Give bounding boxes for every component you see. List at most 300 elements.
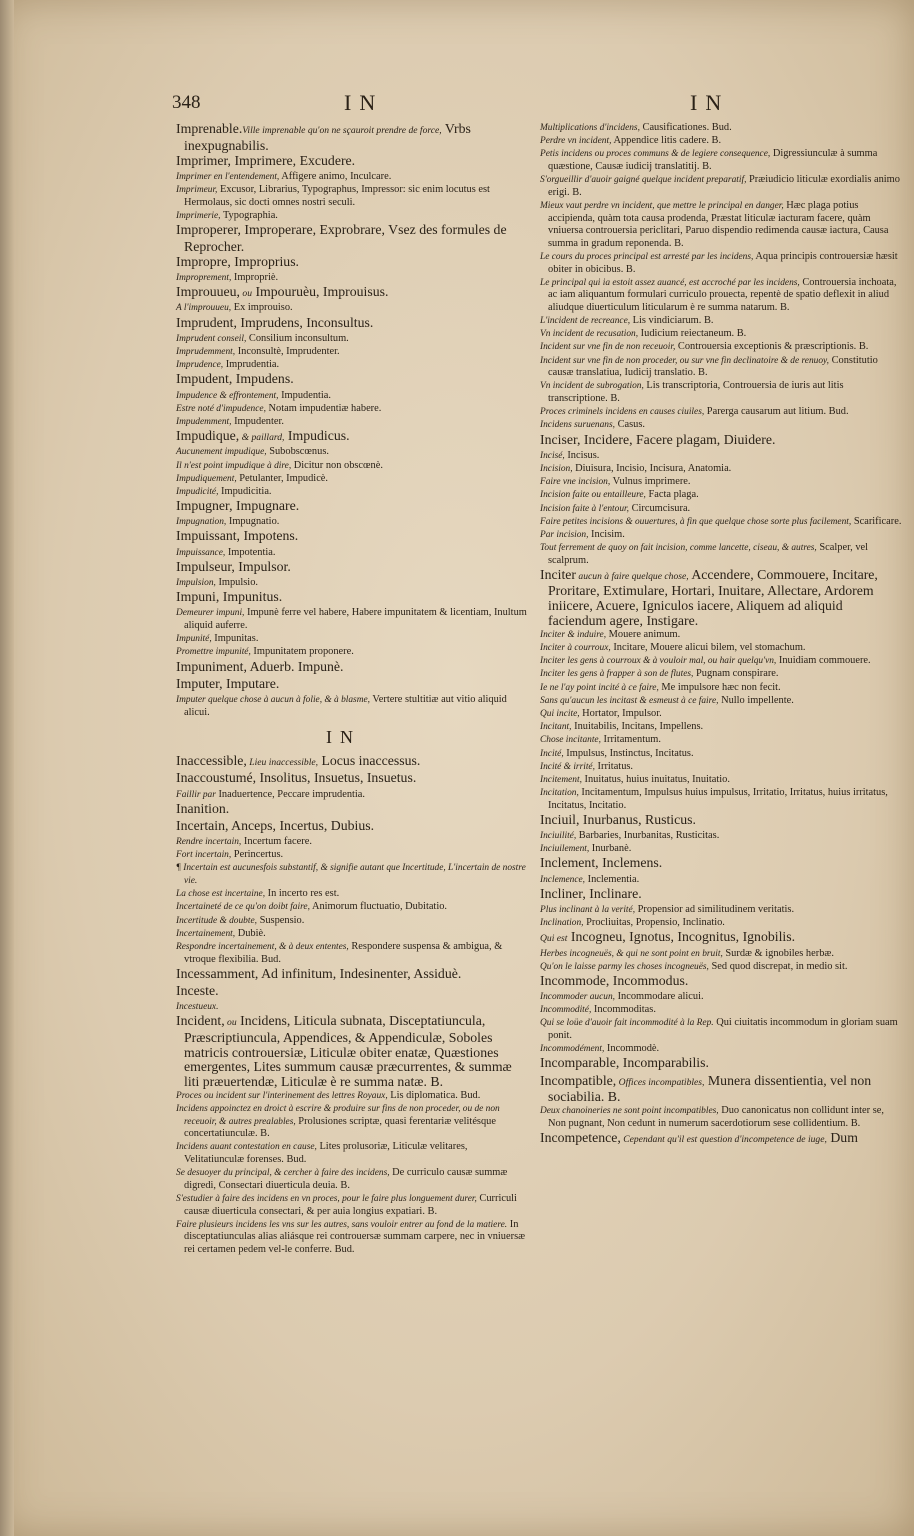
entry-french-gloss: Par incision,	[540, 529, 589, 540]
dictionary-entry	[176, 771, 528, 788]
entry-french-gloss: A l'improuueu,	[176, 303, 232, 314]
entry-french-gloss: Il n'est point impudique à dire,	[176, 460, 292, 471]
entry-latin-gloss: Surdæ & ignobiles herbæ.	[722, 947, 834, 959]
dictionary-entry	[176, 372, 528, 389]
entry-french-gloss: Mieux vaut perdre vn incident, que mettre le principal en danger,	[540, 200, 784, 211]
dictionary-entry	[540, 463, 904, 476]
entry-latin-gloss: Diuisura, Incisio, Incisura, Anatomia.	[572, 462, 732, 474]
entry-french-gloss: Respondre incertainement, & à deux ententes,	[176, 941, 349, 952]
dictionary-entry	[540, 174, 904, 199]
entry-french-gloss: Qui incite,	[540, 708, 580, 719]
entry-french-gloss: Herbes incogneuës, & qui ne sont point en bruit,	[540, 948, 723, 959]
entry-latin-gloss: Controuersia exceptionis & præscriptionis. B.	[675, 341, 869, 353]
entry-french-gloss: Cependant qu'il est question d'incompetence de iuge,	[620, 1134, 827, 1146]
dictionary-entry	[176, 862, 528, 887]
dictionary-entry	[176, 560, 528, 577]
dictionary-entry	[540, 1004, 904, 1017]
entry-latin-gloss: Hortator, Impulsor.	[579, 707, 662, 719]
entry-french-gloss: Qui se loüe d'auoir fait incommodité à la Rep.	[540, 1018, 714, 1029]
dictionary-entry	[176, 967, 528, 984]
entry-french-gloss: Incidens auant contestation en cause,	[176, 1142, 317, 1153]
entry-french-gloss: Incestueux.	[176, 1002, 219, 1013]
entry-french-gloss: Estre noté d'impudence,	[176, 403, 266, 414]
dictionary-entry	[176, 888, 528, 901]
dictionary-entry	[540, 629, 904, 642]
entry-latin-gloss: Suspensio.	[256, 914, 305, 926]
entry-latin-gloss: Aduerb. Impunè.	[246, 658, 344, 674]
entry-latin-gloss: Parerga causarum aut litium. Bud.	[704, 406, 849, 418]
dictionary-entry	[540, 277, 904, 315]
entry-latin-gloss: Incomparabilis.	[619, 1055, 709, 1071]
entry-french-gloss: Faillir par	[176, 789, 216, 800]
dictionary-entry	[176, 499, 528, 516]
entry-headword: Incommode,	[540, 972, 610, 988]
left-running-head: IN	[344, 90, 384, 115]
entry-latin-gloss: Facta plaga.	[645, 489, 699, 501]
entry-latin-gloss: Lis transcriptoria, Controuersia de iuris aut litis transcriptione. B.	[548, 380, 844, 404]
entry-headword: Inciter	[540, 566, 577, 582]
dictionary-entry	[176, 486, 528, 499]
dictionary-entry	[176, 346, 528, 359]
entry-french-gloss: Promettre impunité,	[176, 647, 251, 658]
dictionary-entry	[540, 406, 904, 419]
dictionary-entry	[176, 403, 528, 416]
entry-latin-gloss: In incerto res est.	[265, 888, 340, 900]
dictionary-entry	[176, 154, 528, 171]
dictionary-entry	[540, 948, 904, 961]
entry-headword: Incompatible,	[540, 1072, 617, 1088]
entry-french-gloss: Incité,	[540, 748, 564, 759]
entry-latin-gloss: Digressiunculæ à summa quæstione, Causæ iudicij translatitij. B.	[548, 148, 878, 172]
entry-latin-gloss: Vulnus imprimere.	[610, 476, 691, 488]
dictionary-entry	[176, 802, 528, 819]
entry-latin-gloss: Impudicus.	[284, 428, 350, 444]
entry-french-gloss: Incitation,	[540, 788, 579, 799]
entry-latin-gloss: Mouere animum.	[606, 628, 681, 640]
entry-latin-gloss: Respondere suspensa & ambigua, & vtroque flexibilia. Bud.	[184, 940, 503, 965]
entry-headword: Impuni,	[176, 589, 220, 605]
dictionary-entry	[176, 516, 528, 529]
entry-french-gloss: Incisé,	[540, 450, 565, 461]
entry-latin-gloss: Impotens.	[240, 528, 299, 544]
dictionary-entry	[540, 315, 904, 328]
entry-headword: Inaccoustumé,	[176, 770, 257, 786]
entry-headword: Impudique,	[176, 428, 240, 444]
entry-latin-gloss: Impotentia.	[225, 546, 276, 558]
dictionary-entry	[540, 251, 904, 276]
dictionary-entry	[176, 316, 528, 333]
entry-latin-gloss: Casus.	[615, 419, 646, 431]
entry-french-gloss: Impudence & effrontement,	[176, 390, 279, 401]
entry-french-gloss: Incision faite à l'entour,	[540, 503, 629, 514]
entry-latin-gloss: Impudicitia.	[218, 485, 272, 497]
entry-latin-gloss: Incommodus.	[609, 972, 689, 988]
dictionary-entry	[176, 302, 528, 315]
entry-latin-gloss: Perincertus.	[231, 849, 284, 861]
dictionary-entry	[540, 135, 904, 148]
entry-french-gloss: Inciuilité,	[540, 831, 577, 842]
entry-french-gloss: Inciter & induire,	[540, 629, 607, 640]
entry-french-gloss: Incertainement,	[176, 928, 236, 939]
dictionary-entry	[540, 761, 904, 774]
entry-latin-gloss: Impropriè.	[231, 272, 279, 284]
entry-latin-gloss: Iudicium reiectaneum. B.	[638, 328, 747, 340]
dictionary-entry	[176, 255, 528, 272]
entry-french-gloss: Impulsion,	[176, 578, 216, 589]
entry-french-gloss: Qu'on le laisse parmy les choses incogneuës,	[540, 961, 709, 972]
entry-french-gloss: Imprimer en l'entendement,	[176, 171, 280, 182]
dictionary-entry	[540, 974, 904, 991]
dictionary-entry	[540, 904, 904, 917]
entry-french-gloss: Proces criminels incidens en causes ciuiles,	[540, 407, 705, 418]
entry-french-gloss: Incommodité,	[540, 1005, 592, 1016]
entry-headword: Incessamment,	[176, 965, 259, 981]
entry-latin-gloss: Incommodare alicui.	[614, 991, 704, 1003]
entry-french-gloss: Imprudent conseil,	[176, 333, 247, 344]
entry-latin-gloss: Qui ciuitatis incommodum in gloriam suam ponit.	[548, 1017, 898, 1042]
entry-latin-gloss: Notam impudentiæ habere.	[265, 402, 382, 414]
entry-latin-gloss: Ad infinitum, Indesinenter, Assiduè.	[258, 965, 462, 981]
dictionary-entry	[176, 446, 528, 459]
entry-headword: Improuueu,	[176, 284, 240, 300]
entry-french-gloss: Inciter à courroux,	[540, 643, 611, 653]
dictionary-entry	[176, 660, 528, 677]
entry-french-gloss: Plus inclinant à la verité,	[540, 904, 636, 915]
entry-headword: Impugner,	[176, 498, 233, 514]
dictionary-entry	[540, 682, 904, 695]
entry-french-gloss: Petis incidens ou proces communs & de legiere consequence,	[540, 149, 771, 160]
entry-french-gloss: ¶ Incertain est aucunesfois substantif, & signifie autant que Incertitude, L'incertain de nostre vie.	[176, 863, 526, 887]
entry-french-gloss: Incident sur vne fin de non receuoir,	[540, 342, 676, 353]
left-entries-section-2	[176, 754, 528, 1256]
entry-latin-gloss: Consilium inconsultum.	[246, 332, 349, 344]
entry-latin-gloss: Impunitas.	[211, 633, 259, 645]
entry-french-gloss: Incident sur vne fin de non proceder, ou sur vne fin declinatoire & de renuoy,	[540, 355, 829, 366]
dictionary-entry	[540, 355, 904, 380]
entry-french-gloss: Ville imprenable qu'on ne sçauroit prendre de force,	[242, 125, 442, 136]
entry-latin-gloss: Incitamentum, Impulsus huius impulsus, Irritatio, Irritatus, huius irritatus, Incitatus, Incitatio.	[548, 787, 888, 811]
entry-french-gloss: Imprimeur,	[176, 185, 218, 196]
entry-headword: Incertain,	[176, 817, 229, 833]
entry-latin-gloss: Incommodè.	[604, 1043, 660, 1055]
entry-french-gloss: ou	[224, 1017, 237, 1029]
dictionary-entry	[540, 529, 904, 542]
page-number: 348	[172, 92, 201, 113]
entry-headword: Impuniment,	[176, 658, 247, 674]
dictionary-entry	[176, 359, 528, 372]
dictionary-entry	[176, 1193, 528, 1218]
entry-latin-gloss: Impugnatio.	[226, 516, 280, 528]
entry-latin-gloss: Lis vindiciarum. B.	[630, 315, 714, 327]
entry-latin-gloss: Lis diplomatica. Bud.	[387, 1089, 481, 1101]
dictionary-entry	[540, 843, 904, 856]
entry-latin-gloss: Ex improuiso.	[231, 302, 293, 314]
entry-latin-gloss: In disceptatiunculas alias aliásque rei controuersæ summam carpere, nec in vniuersæ rei certamen pedem vel-le conferre. Bud.	[184, 1218, 526, 1255]
dictionary-entry	[176, 577, 528, 590]
dictionary-entry	[540, 774, 904, 787]
dictionary-entry	[176, 223, 528, 254]
entry-french-gloss: Faire vne incision,	[540, 477, 611, 488]
dictionary-entry	[540, 1043, 904, 1056]
entry-french-gloss: Inclination,	[540, 918, 584, 929]
dictionary-entry	[176, 1219, 528, 1257]
dictionary-entry	[540, 200, 904, 250]
dictionary-entry	[540, 930, 904, 947]
entry-latin-gloss: Imprimere, Excudere.	[231, 152, 356, 168]
entry-french-gloss: Impudemment,	[176, 416, 232, 427]
dictionary-entry	[540, 122, 904, 135]
entry-latin-gloss: Me impulsore hæc non fecit.	[658, 681, 781, 693]
entry-latin-gloss: Inuitabilis, Incitans, Impellens.	[571, 721, 704, 733]
entry-french-gloss: Rendre incertain,	[176, 837, 242, 848]
entry-latin-gloss: Incertum facere.	[241, 836, 312, 848]
entry-latin-gloss: Incidere, Facere plagam, Diuidere.	[580, 431, 776, 447]
dictionary-entry	[540, 721, 904, 734]
entry-latin-gloss: Impudens.	[232, 371, 294, 387]
entry-latin-gloss: Incisus.	[564, 449, 600, 461]
entry-latin-gloss: Irritamentum.	[600, 734, 661, 746]
dictionary-entry	[540, 991, 904, 1004]
entry-french-gloss: Ie ne l'ay point incité à ce faire,	[540, 682, 659, 693]
dictionary-entry	[540, 433, 904, 450]
entry-latin-gloss: Impouruèu, Improuisus.	[252, 284, 389, 300]
entry-latin-gloss: Munera dissentientia, vel non sociabilia. B.	[548, 1072, 872, 1105]
entry-french-gloss: Incommoder aucun,	[540, 992, 615, 1003]
entry-headword: Imprudent,	[176, 314, 237, 330]
entry-french-gloss: Imputer quelque chose à aucun à folie, & à blasme,	[176, 694, 370, 705]
dictionary-entry	[540, 503, 904, 516]
entry-headword: Impulseur,	[176, 558, 235, 574]
entry-french-gloss: Tout ferrement de quoy on fait incision, comme lancette, ciseau, & autres,	[540, 543, 817, 554]
dictionary-entry	[540, 516, 904, 529]
dictionary-entry	[176, 429, 528, 446]
entry-french-gloss: & paillard,	[239, 432, 285, 444]
entry-headword: Impuissant,	[176, 528, 240, 544]
entry-french-gloss: Inclemence,	[540, 874, 586, 885]
entry-latin-gloss: Nullo impellente.	[718, 694, 794, 706]
dictionary-entry	[176, 1090, 528, 1103]
entry-latin-gloss: Incitare, Mouere alicui bilem, vel stomachum.	[610, 642, 806, 653]
entry-latin-gloss: Inurbanè.	[589, 843, 632, 855]
entry-latin-gloss: Irritatus.	[594, 760, 634, 772]
dictionary-entry	[176, 171, 528, 184]
entry-french-gloss: Impudicité,	[176, 486, 219, 497]
entry-french-gloss: Inciter les gens à frapper à son de flutes,	[540, 669, 694, 680]
entry-french-gloss: La chose est incertaine,	[176, 889, 266, 900]
entry-latin-gloss: Incogneu, Ignotus, Incognitus, Ignobilis.	[567, 929, 796, 945]
entry-latin-gloss: Impudentia.	[278, 389, 332, 401]
entry-latin-gloss: Impudenter.	[231, 415, 284, 427]
entry-latin-gloss: Animorum fluctuatio, Dubitatio.	[309, 901, 448, 913]
entry-latin-gloss: Impulsor.	[234, 558, 291, 574]
entry-latin-gloss: Lites prolusoriæ, Liticulæ velitares, Velitatiunculæ forenses. Bud.	[184, 1141, 468, 1166]
dictionary-entry	[540, 642, 904, 655]
entry-headword: Inaccessible,	[176, 753, 247, 769]
entry-french-gloss: Inciter les gens à courroux & à vouloir mal, ou hair quelqu'vn,	[540, 656, 777, 667]
entry-latin-gloss: Impunitatem proponere.	[250, 646, 354, 658]
entry-latin-gloss: Curriculi causæ diuerticula consectari, & per auia longius expatiari. B.	[184, 1193, 517, 1217]
dictionary-entry	[176, 928, 528, 941]
entry-latin-gloss: Imputare.	[222, 675, 280, 691]
entry-latin-gloss: De curriculo causæ summæ digredi, Consectari diuerticula deuia. B.	[184, 1167, 508, 1191]
dictionary-entry	[176, 836, 528, 849]
entry-french-gloss: Imprimerie,	[176, 210, 221, 221]
dictionary-entry	[540, 1105, 904, 1130]
dictionary-entry	[540, 1056, 904, 1073]
dictionary-entry	[176, 1001, 528, 1014]
entry-headword: Inclement,	[540, 855, 599, 871]
entry-latin-gloss: Duo canonicatus non collidunt inter se, Non pugnant, Non cedunt in numerum sacerdotiorum sese collidentium. B.	[548, 1105, 884, 1129]
dictionary-entry	[540, 450, 904, 463]
dictionary-entry	[176, 1103, 528, 1141]
dictionary-entry	[540, 813, 904, 830]
entry-headword: Inceste.	[176, 982, 219, 998]
dictionary-entry	[176, 547, 528, 560]
dictionary-entry	[176, 1141, 528, 1166]
entry-latin-gloss: Excusor, Librarius, Typographus, Impressor: sic enim locutus est Hermolaus, sic docti omnes nostri seculi.	[184, 184, 490, 208]
entry-french-gloss: Vn incident de subrogation,	[540, 381, 644, 392]
entry-latin-gloss: Impulsio.	[215, 577, 258, 589]
entry-headword: Inciuil,	[540, 811, 580, 827]
entry-latin-gloss: Prolusiones scriptæ, quasi ferentariæ velitésque concertatiunculæ. B.	[184, 1115, 496, 1140]
entry-french-gloss: Qui est	[540, 933, 568, 945]
entry-headword: Incompetence,	[540, 1130, 621, 1146]
dictionary-entry	[540, 542, 904, 567]
entry-french-gloss: Le cours du proces principal est arresté par les incidens,	[540, 251, 754, 262]
dictionary-entry	[540, 380, 904, 405]
entry-latin-gloss: Dubiè.	[235, 927, 266, 939]
section-heading: IN	[326, 727, 361, 748]
entry-french-gloss: Offices incompatibles,	[616, 1076, 705, 1088]
dictionary-entry	[176, 941, 528, 966]
entry-latin-gloss: Inuidiam commouere.	[776, 655, 871, 667]
dictionary-entry	[176, 333, 528, 346]
entry-french-gloss: Incidens suruenans,	[540, 420, 615, 431]
entry-french-gloss: Incision faite ou entailleure,	[540, 490, 646, 501]
dictionary-entry	[176, 529, 528, 546]
dictionary-entry	[540, 748, 904, 761]
dictionary-entry	[540, 489, 904, 502]
dictionary-entry	[540, 787, 904, 812]
dictionary-entry	[176, 646, 528, 659]
entry-latin-gloss: Anceps, Incertus, Dubius.	[228, 817, 375, 833]
entry-latin-gloss: Propensior ad similitudinem veritatis.	[635, 903, 795, 915]
entry-latin-gloss: Locus inaccessus.	[318, 753, 421, 769]
dictionary-entry	[176, 694, 528, 719]
entry-latin-gloss: Incisim.	[588, 528, 625, 540]
dictionary-entry	[176, 915, 528, 928]
entry-latin-gloss: Inaduertence, Peccare imprudentia.	[215, 788, 366, 800]
entry-latin-gloss: Improperare, Exprobrare, Vsez des formules de Reprocher.	[184, 222, 507, 254]
entry-latin-gloss: Aqua principis controuersiæ hæsit obiter in obicibus. B.	[548, 250, 898, 275]
entry-french-gloss: Vn incident de recusation,	[540, 329, 639, 340]
entry-latin-gloss: Vrbs inexpugnabilis.	[184, 121, 471, 153]
dictionary-entry	[540, 734, 904, 747]
entry-latin-gloss: Vertere stultitiæ aut vitio aliquid alicui.	[184, 693, 507, 718]
dictionary-entry	[540, 419, 904, 432]
entry-latin-gloss: Petulanter, Impudicè.	[236, 472, 329, 484]
dictionary-entry	[540, 476, 904, 489]
entry-headword: Imprenable.	[176, 121, 243, 136]
entry-french-gloss: S'estudier à faire des incidens en vn proces, pour le faire plus longuement durer,	[176, 1194, 477, 1204]
right-column	[540, 122, 904, 1148]
dictionary-entry	[176, 473, 528, 486]
entry-latin-gloss: Typographia.	[220, 209, 278, 221]
dictionary-entry	[540, 695, 904, 708]
entry-french-gloss: Imprudemment,	[176, 347, 236, 358]
entry-latin-gloss: Impugnare.	[232, 498, 300, 514]
dictionary-entry	[540, 148, 904, 173]
book-gutter	[0, 0, 14, 1536]
entry-latin-gloss: Dicitur non obscœnè.	[291, 459, 383, 471]
entry-french-gloss: Perdre vn incident,	[540, 136, 612, 147]
entry-latin-gloss: Sed quod discrepat, in medio sit.	[708, 960, 848, 972]
dictionary-entry	[540, 328, 904, 341]
entry-french-gloss: Impuissance,	[176, 547, 226, 558]
dictionary-entry	[176, 122, 528, 153]
entry-latin-gloss: Pugnam conspirare.	[693, 668, 779, 680]
entry-french-gloss: Impunité,	[176, 634, 212, 645]
dictionary-entry	[176, 633, 528, 646]
dictionary-entry	[176, 285, 528, 302]
dictionary-entry	[176, 849, 528, 862]
entry-latin-gloss: Scalper, vel scalprum.	[548, 542, 869, 566]
dictionary-entry	[176, 416, 528, 429]
entry-headword: Incomparable,	[540, 1055, 620, 1071]
dictionary-entry	[176, 1167, 528, 1192]
entry-french-gloss: Aucunement impudique,	[176, 447, 267, 458]
dictionary-entry	[540, 917, 904, 930]
dictionary-entry	[176, 677, 528, 694]
dictionary-entry	[540, 668, 904, 681]
right-entries	[540, 122, 904, 1148]
entry-latin-gloss: Constitutio causæ translatiua, Iudicij translatio. B.	[548, 354, 878, 379]
entry-latin-gloss: Inconsultè, Imprudenter.	[235, 346, 340, 358]
entry-french-gloss: Demeurer impuni,	[176, 608, 245, 619]
dictionary-entry	[540, 341, 904, 354]
entry-french-gloss: L'incident de recreance,	[540, 316, 631, 327]
entry-french-gloss: S'orgueillir d'auoir gaigné quelque incident preparatif,	[540, 175, 747, 186]
dictionary-entry	[176, 272, 528, 285]
entry-french-gloss: Se desuoyer du principal, & cercher à faire des incidens,	[176, 1168, 390, 1179]
entry-latin-gloss: Circumcisura.	[628, 502, 691, 514]
entry-french-gloss: Incidens appoinctez en droict à escrire & produire sur fins de non proceder, ou de non receuoir, & autres prealables,	[176, 1104, 500, 1127]
entry-french-gloss: Faire petites incisions & ouuertures, à fin que quelque chose sorte plus facilement,	[540, 516, 852, 527]
entry-latin-gloss: Appendice litis cadere. B.	[611, 135, 722, 147]
entry-french-gloss: Incitant,	[540, 722, 572, 733]
dictionary-entry	[176, 460, 528, 473]
entry-headword: Impropre,	[176, 253, 231, 269]
entry-latin-gloss: Imprudens, Inconsultus.	[236, 314, 374, 330]
dictionary-entry	[176, 210, 528, 223]
entry-french-gloss: Incité & irrité,	[540, 761, 595, 772]
dictionary-entry	[176, 789, 528, 802]
entry-latin-gloss: Affigere animo, Inculcare.	[279, 170, 392, 182]
left-entries-section-1	[176, 122, 528, 719]
entry-french-gloss: Impugnation,	[176, 517, 227, 528]
dictionary-entry	[540, 874, 904, 887]
entry-latin-gloss: Impunitus.	[219, 589, 283, 605]
left-column	[176, 122, 528, 1257]
dictionary-entry	[176, 754, 528, 771]
entry-french-gloss: Sans qu'aucun les incitast & esmeust à ce faire,	[540, 695, 719, 706]
entry-latin-gloss: Procliuitas, Propensio, Inclinatio.	[583, 917, 725, 929]
entry-latin-gloss: Inclementia.	[585, 873, 640, 885]
entry-french-gloss: Incommodément,	[540, 1044, 605, 1055]
dictionary-entry	[540, 856, 904, 873]
entry-latin-gloss: Incommoditas.	[591, 1004, 656, 1016]
dictionary-entry	[540, 1017, 904, 1042]
